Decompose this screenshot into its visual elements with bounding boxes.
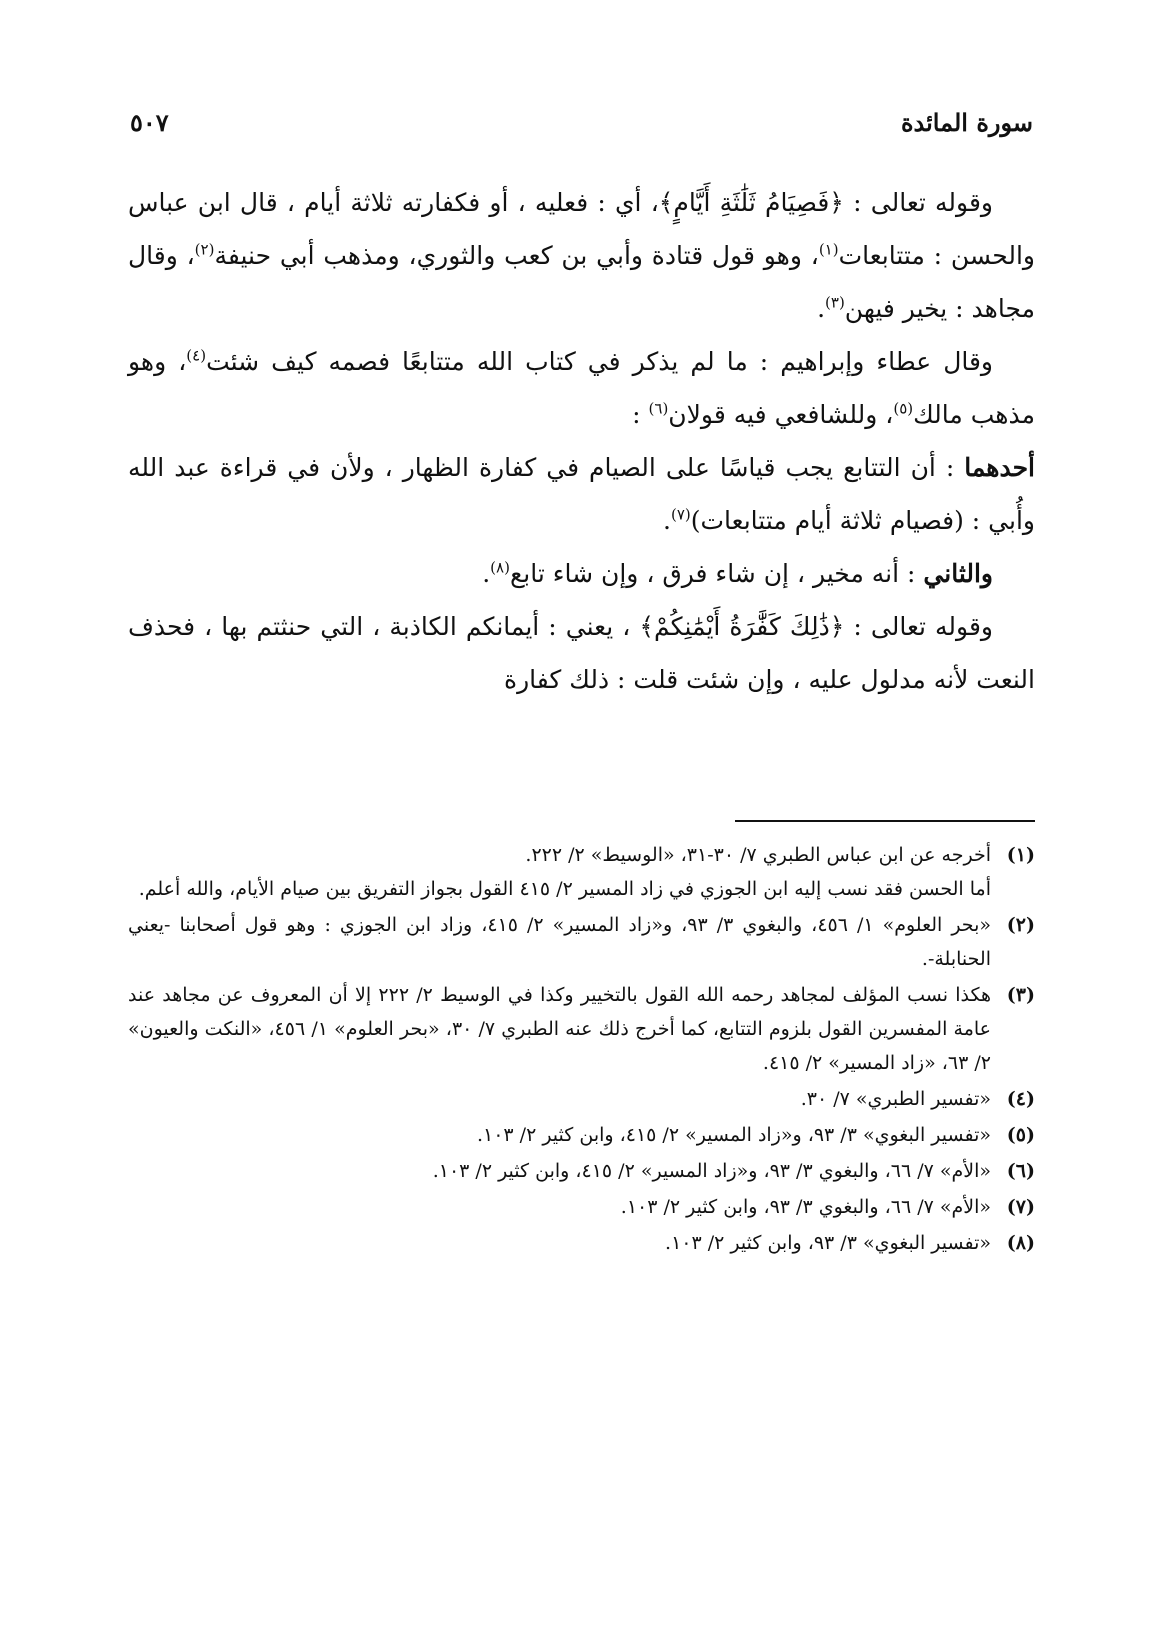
- footnote-text: [128, 1154, 991, 1188]
- footnote: [128, 1226, 1035, 1260]
- paragraph-text: .: [817, 294, 826, 323]
- main-text: [128, 176, 1035, 706]
- footnote-ref: (٨): [490, 558, 510, 577]
- footnote-text: [128, 1190, 991, 1224]
- paragraph-text: .: [663, 506, 671, 535]
- footnote: [128, 978, 1035, 1080]
- footnote-line: «تفسير البغوي» ٣/ ٩٣، و«زاد المسير» ٢/ ٤١٥، وابن كثير ٢/ ١٠٣.: [476, 1124, 991, 1146]
- footnote-ref: (٥): [893, 399, 914, 418]
- footnote: [128, 1118, 1035, 1152]
- footnote: [128, 908, 1035, 976]
- paragraph: [128, 335, 1035, 441]
- bold-heading-word: أحدهما: [964, 453, 1035, 482]
- paragraph: [128, 600, 1035, 706]
- paragraph-text: وقال عطاء وإبراهيم : ما لم يذكر في كتاب الله متتابعًا فصمه كيف شئت: [206, 347, 994, 376]
- footnote: [128, 1082, 1035, 1116]
- footnote: [128, 1190, 1035, 1224]
- footnote-text: [128, 978, 991, 1080]
- paragraph: [128, 176, 1035, 335]
- footnote-number: (٤): [1006, 1088, 1035, 1110]
- footnote-number: (٦): [1006, 1160, 1035, 1182]
- paragraph-text: : أنه مخير ، إن شاء فرق ، وإن شاء تابع: [509, 559, 924, 588]
- page-number: ٥٠٧: [130, 107, 169, 137]
- footnote-ref: (٣): [825, 293, 845, 312]
- paragraph-text: وقوله تعالى : ﴿فَصِيَامُ ثَلَٰثَةِ أَيَّامٍ﴾، أي : فعليه ، أو فكفارته ثلاثة أيام ، قال ابن عباس والحسن : متتابعات: [128, 188, 1035, 270]
- footnote-text: [128, 1082, 991, 1116]
- footnote-number: (٢): [1006, 914, 1035, 936]
- footnote-number: (٧): [1006, 1196, 1035, 1218]
- paragraph-text: ، وللشافعي فيه قولان: [668, 400, 894, 429]
- footnote-line: أما الحسن فقد نسب إليه ابن الجوزي في زاد المسير ٢/ ٤١٥ القول بجواز التفريق بين صيام الأيام، والله أعلم.: [138, 878, 991, 900]
- footnote-line: «الأم» ٧/ ٦٦، والبغوي ٣/ ٩٣، وابن كثير ٢/ ١٠٣.: [620, 1196, 991, 1218]
- footnote-text: [128, 838, 991, 906]
- paragraph: [128, 441, 1035, 547]
- footnote-number: (٨): [1006, 1232, 1035, 1254]
- paragraph-text: وقوله تعالى : ﴿ذَٰلِكَ كَفَّٰرَةُ أَيْمَٰنِكُمْ﴾ ، يعني : أيمانكم الكاذبة ، التي حنثتم بها ، فحذف النعت لأنه مدلول عليه ، وإن شئت قلت : ذلك كفارة: [128, 612, 1035, 694]
- footnote-ref: (١): [818, 240, 839, 259]
- paragraph-text: .: [482, 559, 491, 588]
- footnote-text: [128, 908, 991, 976]
- paragraph-text: ، وقال مجاهد : يخير فيهن: [128, 241, 1035, 323]
- footnote: [128, 838, 1035, 906]
- footnote-line: أخرجه عن ابن عباس الطبري ٧/ ٣٠-٣١، «الوسيط» ٢/ ٢٢٢.: [525, 844, 991, 866]
- footnote-ref: (٧): [670, 505, 691, 524]
- footnote-ref: (٢): [194, 240, 215, 259]
- running-header: [130, 100, 1033, 144]
- footnote: [128, 1154, 1035, 1188]
- surah-title: سورة المائدة: [900, 107, 1033, 137]
- footnote-line: «تفسير البغوي» ٣/ ٩٣، وابن كثير ٢/ ١٠٣.: [665, 1232, 991, 1254]
- footnote-line: «الأم» ٧/ ٦٦، والبغوي ٣/ ٩٣، و«زاد المسير» ٢/ ٤١٥، وابن كثير ٢/ ١٠٣.: [432, 1160, 991, 1182]
- bold-heading-word: والثاني: [923, 559, 993, 588]
- footnote-number: (٣): [1006, 984, 1035, 1006]
- paragraph-text: :: [632, 400, 649, 429]
- paragraph-text: : أن التتابع يجب قياسًا على الصيام في كفارة الظهار ، ولأن في قراءة عبد الله وأُبي : (فصيام ثلاثة أيام متتابعات): [128, 453, 1035, 535]
- footnote-line: «تفسير الطبري» ٧/ ٣٠.: [800, 1088, 991, 1110]
- footnote-number: (١): [1006, 844, 1035, 866]
- footnote-ref: (٤): [186, 346, 207, 365]
- footnote-text: [128, 1226, 991, 1260]
- footnote-divider: [735, 820, 1035, 822]
- paragraph: [128, 547, 1035, 600]
- paragraph-text: ، وهو قول قتادة وأبي بن كعب والثوري، ومذهب أبي حنيفة: [214, 241, 819, 270]
- footnotes-section: [128, 838, 1035, 1262]
- paragraph-text: ، وهو مذهب مالك: [128, 347, 1035, 429]
- footnote-line: هكذا نسب المؤلف لمجاهد رحمه الله القول بالتخيير وكذا في الوسيط ٢/ ٢٢٢ إلا أن المعروف عن مجاهد عند عامة المفسرين القول بلزوم التتابع، كما أخرج ذلك عنه الطبري ٧/ ٣٠، «بحر العلوم» ١/ ٤٥٦، «النكت والعيون» ٢/ ٦٣، «زاد المسير» ٢/ ٤١٥.: [128, 984, 991, 1074]
- footnote-ref: (٦): [648, 399, 669, 418]
- footnote-text: [128, 1118, 991, 1152]
- footnote-line: «بحر العلوم» ١/ ٤٥٦، والبغوي ٣/ ٩٣، و«زاد المسير» ٢/ ٤١٥، وزاد ابن الجوزي : وهو قول أصحابنا -يعني الحنابلة-.: [128, 914, 991, 970]
- footnote-number: (٥): [1006, 1124, 1035, 1146]
